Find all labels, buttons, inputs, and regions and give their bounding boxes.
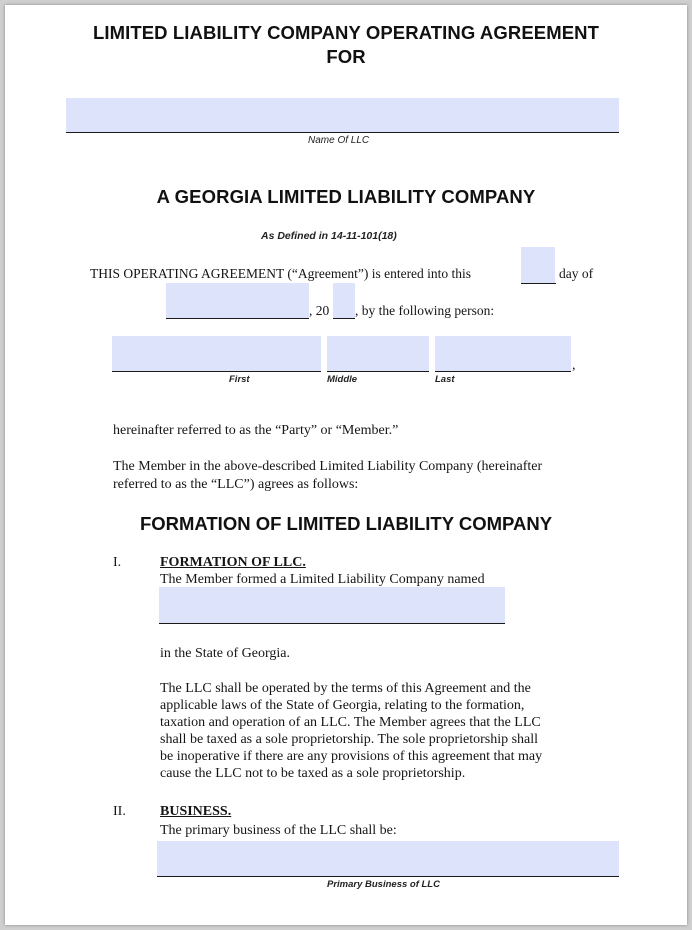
first-name-caption: First (229, 374, 250, 385)
defined-in-citation: As Defined in 14-11-101(18) (261, 230, 397, 242)
primary-business-field[interactable] (157, 841, 619, 877)
section-2-line1: The primary business of the LLC shall be: (160, 823, 397, 838)
paragraph-line: taxation and operation of an LLC. The Member agrees that the LLC (160, 715, 541, 730)
section-1-title: FORMATION OF LLC. (160, 555, 306, 570)
year-prefix-text: , 20 (309, 303, 330, 318)
hereinafter-text: hereinafter referred to as the “Party” or “Member.” (113, 423, 399, 438)
member-text-line2: referred to as the “LLC”) agrees as follows: (113, 477, 359, 492)
middle-name-field[interactable] (327, 336, 429, 372)
document-page (5, 5, 687, 925)
name-comma: , (572, 358, 576, 373)
formation-heading: FORMATION OF LIMITED LIABILITY COMPANY (139, 513, 553, 534)
llc-name-field[interactable] (66, 98, 619, 133)
section-2-number: II. (113, 804, 126, 819)
first-name-field[interactable] (112, 336, 321, 372)
section-1-number: I. (113, 555, 122, 570)
section-2-title: BUSINESS. (160, 804, 232, 819)
paragraph-line: The LLC shall be operated by the terms of this Agreement and the (160, 681, 531, 696)
section-1-line1: The Member formed a Limited Liability Company named (160, 572, 485, 587)
month-field[interactable] (166, 283, 309, 319)
paragraph-line: cause the LLC not to be taxed as a sole proprietorship. (160, 766, 466, 781)
paragraph-line: be inoperative if there are any provisions of this agreement that may (160, 749, 543, 764)
document-title: LIMITED LIABILITY COMPANY OPERATING AGREEMENT (92, 22, 600, 43)
year-field[interactable] (333, 283, 355, 319)
last-name-field[interactable] (435, 336, 571, 372)
state-heading: A GEORGIA LIMITED LIABILITY COMPANY (156, 186, 536, 207)
day-underline (521, 283, 556, 284)
llc-named-field[interactable] (159, 587, 505, 624)
primary-business-caption: Primary Business of LLC (327, 879, 440, 890)
day-of-text: day of (559, 266, 594, 281)
intro-text: THIS OPERATING AGREEMENT (“Agreement”) is entered into this (90, 266, 472, 281)
last-name-caption: Last (435, 374, 455, 385)
middle-name-caption: Middle (327, 374, 358, 385)
llc-name-caption: Name Of LLC (308, 135, 370, 146)
member-text-line1: The Member in the above-described Limited Liability Company (hereinafter (113, 459, 543, 474)
paragraph-line: applicable laws of the State of Georgia, relating to the formation, (160, 698, 525, 713)
document-title-for: FOR (326, 46, 366, 67)
section-1-state-line: in the State of Georgia. (160, 646, 290, 661)
following-person-text: , by the following person: (355, 303, 495, 318)
paragraph-line: shall be taxed as a sole proprietorship. The sole proprietorship shall (160, 732, 539, 747)
day-field[interactable] (521, 247, 555, 283)
